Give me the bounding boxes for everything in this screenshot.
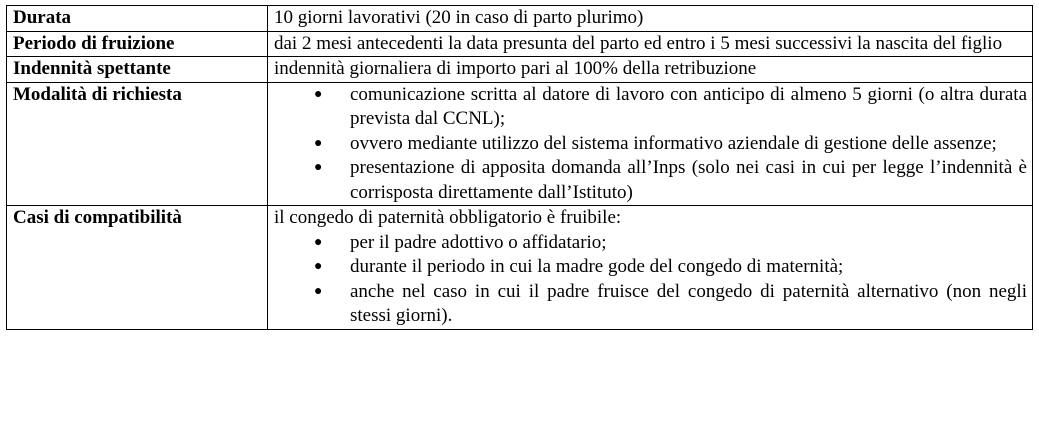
bullet-icon: ● (314, 135, 323, 151)
row-label: Periodo di fruizione (7, 31, 268, 57)
bullet-list (274, 231, 1027, 329)
row-label: Durata (7, 6, 268, 32)
row-value (268, 82, 1033, 206)
list-item: ● comunicazione scritta al datore di lavoro con anticipo di almeno 5 giorni (o altra durata prevista dal CCNL); (314, 83, 1027, 129)
table-row-periodo (7, 31, 1033, 57)
bullet-icon: ● (314, 283, 323, 299)
row-label: Modalità di richiesta (7, 82, 268, 206)
list-item: ● per il padre adottivo o affidatario; (350, 231, 1027, 256)
list-item: ● durante il periodo in cui la madre gode del congedo di maternità; (350, 255, 1027, 280)
table-row-compatibilita (7, 206, 1033, 330)
table-row-indennita (7, 57, 1033, 83)
bullet-icon: ● (314, 86, 323, 102)
table-row-durata (7, 6, 1033, 32)
bullet-list (274, 83, 1027, 206)
document-page (6, 5, 1033, 330)
row-value: dai 2 mesi antecedenti la data presunta del parto ed entro i 5 mesi successivi la nascita del figlio (268, 31, 1033, 57)
bullet-icon: ● (314, 234, 323, 250)
list-item: ● ovvero mediante utilizzo del sistema informativo aziendale di gestione delle assenze; (350, 132, 1027, 157)
bullet-icon: ● (314, 259, 323, 274)
leave-info-table (6, 5, 1033, 330)
list-item: ● anche nel caso in cui il padre fruisce del congedo di paternità alternativo (non negli stessi giorni). (314, 280, 1027, 326)
row-intro-text: il congedo di paternità obbligatorio è fruibile: (274, 207, 622, 228)
row-value: 10 giorni lavorativi (20 in caso di parto plurimo) (268, 6, 1033, 32)
row-value: indennità giornaliera di importo pari al 100% della retribuzione (268, 57, 1033, 83)
row-label: Casi di compatibilità (7, 206, 268, 330)
table-row-modalita (7, 82, 1033, 206)
row-label: Indennità spettante (7, 57, 268, 83)
bullet-icon: ● (314, 160, 323, 175)
row-value (268, 206, 1033, 330)
list-item: ● presentazione di apposita domanda all’Inps (solo nei casi in cui per legge l’indennità è corrisposta direttamente dall’Istituto) (314, 157, 1027, 203)
